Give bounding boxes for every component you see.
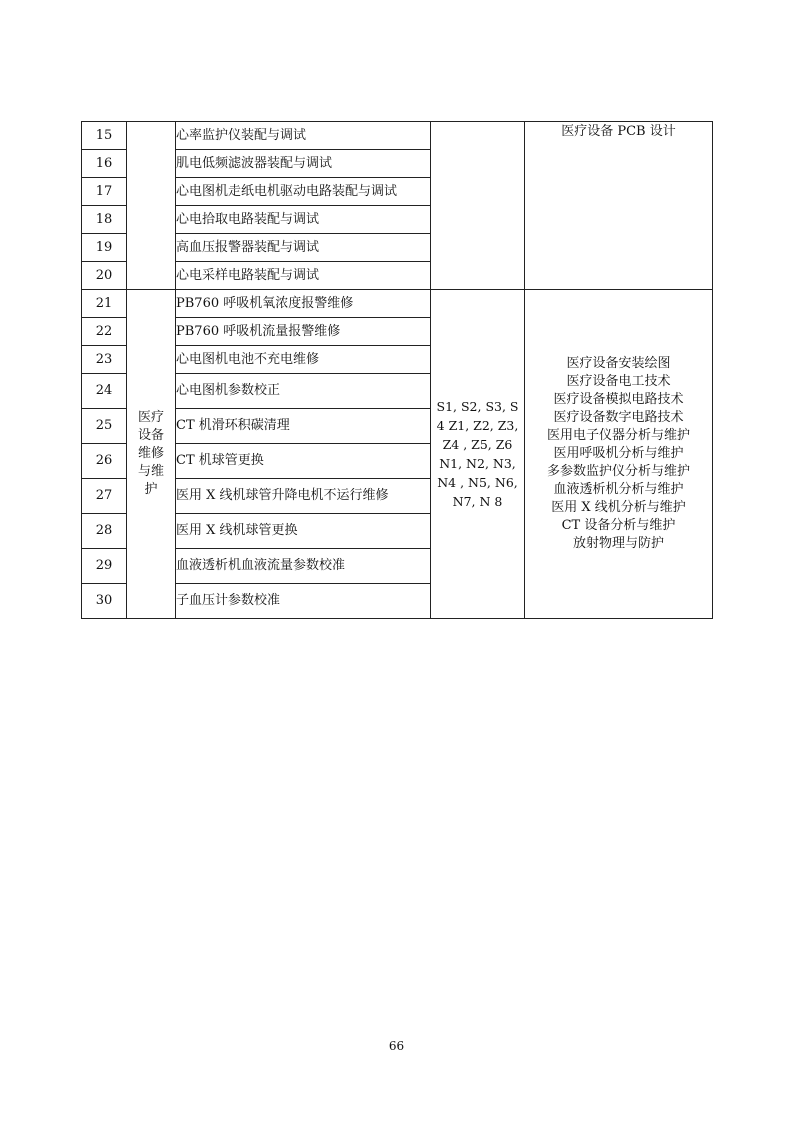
course-item: 医用呼吸机分析与维护 <box>553 446 684 461</box>
row-number: 20 <box>82 262 127 290</box>
row-number: 25 <box>82 409 127 444</box>
project-name: PB760 呼吸机流量报警维修 <box>176 318 431 346</box>
project-name: PB760 呼吸机氧浓度报警维修 <box>176 290 431 318</box>
row-number: 26 <box>82 444 127 479</box>
category-label: 医疗设备维修与维护 <box>137 410 164 497</box>
competency-codes-cell <box>431 122 525 290</box>
page-number: 66 <box>388 1039 405 1053</box>
row-number: 17 <box>82 178 127 206</box>
course-item: 医用电子仪器分析与维护 <box>546 428 690 443</box>
project-name: 医用 X 线机球管更换 <box>176 514 431 549</box>
course-item: 多参数监护仪分析与维护 <box>546 464 690 479</box>
row-number: 28 <box>82 514 127 549</box>
row-number: 16 <box>82 150 127 178</box>
project-name: 心电图机参数校正 <box>176 374 431 409</box>
category-cell <box>127 122 176 290</box>
project-name: 心电拾取电路装配与调试 <box>176 206 431 234</box>
row-number: 15 <box>82 122 127 150</box>
supporting-courses-cell <box>525 122 713 290</box>
course-item: 医疗设备数字电路技术 <box>553 410 684 425</box>
category-cell <box>127 290 176 619</box>
project-name: 心率监护仪装配与调试 <box>176 122 431 150</box>
project-name: 肌电低频滤波器装配与调试 <box>176 150 431 178</box>
supporting-courses-cell <box>525 290 713 619</box>
row-number: 30 <box>82 584 127 619</box>
row-number: 23 <box>82 346 127 374</box>
project-name: 心电图机走纸电机驱动电路装配与调试 <box>176 178 431 206</box>
course-item: 医疗设备 PCB 设计 <box>561 124 676 139</box>
course-item: 医用 X 线机分析与维护 <box>551 500 686 515</box>
row-number: 24 <box>82 374 127 409</box>
project-name: 子血压计参数校准 <box>176 584 431 619</box>
course-item: 放射物理与防护 <box>572 536 664 551</box>
row-number: 18 <box>82 206 127 234</box>
competency-codes: S1, S2, S3, S4 Z1, Z2, Z3, Z4 , Z5, Z6 N1, N2, N3, N4 , N5, N6, N7, N 8 <box>436 398 519 509</box>
row-number: 27 <box>82 479 127 514</box>
project-name: 心电图机电池不充电维修 <box>176 346 431 374</box>
project-name: CT 机球管更换 <box>176 444 431 479</box>
row-number: 29 <box>82 549 127 584</box>
course-item: CT 设备分析与维护 <box>561 518 676 533</box>
training-projects-table <box>81 121 713 619</box>
project-name: 高血压报警器装配与调试 <box>176 234 431 262</box>
course-item: 血液透析机分析与维护 <box>553 482 684 497</box>
table-row <box>82 122 713 150</box>
row-number: 21 <box>82 290 127 318</box>
project-name: 医用 X 线机球管升降电机不运行维修 <box>176 479 431 514</box>
competency-codes-cell <box>431 290 525 619</box>
course-item: 医疗设备电工技术 <box>566 374 671 389</box>
course-item: 医疗设备模拟电路技术 <box>553 392 684 407</box>
project-name: CT 机滑环积碳清理 <box>176 409 431 444</box>
row-number: 19 <box>82 234 127 262</box>
course-item: 医疗设备安装绘图 <box>566 356 671 371</box>
table-row <box>82 290 713 318</box>
project-name: 血液透析机血液流量参数校准 <box>176 549 431 584</box>
project-name: 心电采样电路装配与调试 <box>176 262 431 290</box>
row-number: 22 <box>82 318 127 346</box>
